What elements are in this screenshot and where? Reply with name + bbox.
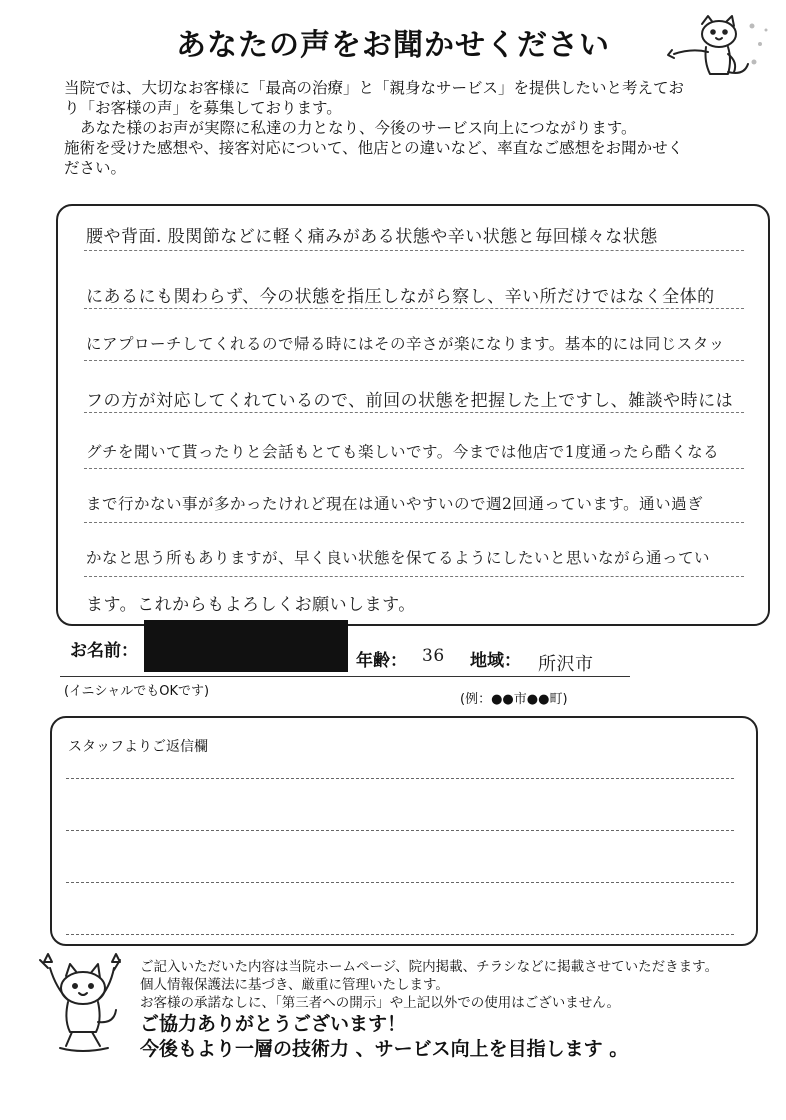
- handwritten-line: にアプローチしてくれるので帰る時にはその辛さが楽になります。基本的には同じスタッ: [86, 335, 725, 353]
- cat-illustration-top: [664, 14, 774, 84]
- region-value: 所沢市: [538, 654, 594, 675]
- name-note: (イニシャルでもOKです): [64, 684, 210, 699]
- dashed-rule: [84, 308, 744, 309]
- reply-rule: [66, 830, 734, 831]
- footer-notes: [140, 958, 780, 1012]
- intro-line: あなた様のお声が実際に私達の力となり、今後のサービス向上につながります。: [80, 119, 637, 137]
- intro-line: ださい。: [64, 159, 127, 177]
- cat-illustration-bottom: [30, 948, 134, 1058]
- reply-rule: [66, 778, 734, 779]
- region-label: 地域：: [470, 651, 521, 671]
- handwritten-line: かなと思う所もありますが、早く良い状態を保てるようにしたいと思いながら通ってい: [86, 549, 711, 567]
- handwritten-line: フの方が対応してくれているので、前回の状態を把握した上ですし、雑談や時には: [86, 391, 734, 411]
- footer-line: お客様の承諾なしに、「第三者への開示」や上記以外での使用はございません。: [140, 995, 621, 1011]
- handwritten-line: まで行かない事が多かったけれど現在は通いやすいので週2回通っています。通い過ぎ: [86, 495, 704, 513]
- intro-line: 施術を受けた感想や、接客対応について、他店との違いなど、率直なご感想をお聞かせく: [64, 139, 684, 157]
- intro-line: り「お客様の声」を募集しております。: [64, 99, 342, 117]
- dashed-rule: [84, 360, 744, 361]
- intro-line: 当院では、大切なお客様に「最高の治療」と「親身なサービス」を提供したいと考えてお: [64, 79, 685, 97]
- page-title: あなたの声をお聞かせください: [176, 28, 610, 63]
- dashed-rule: [84, 522, 744, 523]
- thanks-message: [140, 1012, 628, 1062]
- reply-rule: [66, 934, 734, 935]
- handwritten-line: グチを聞いて貰ったりと会話もとても楽しいです。今までは他店で1度通ったら酷くなる: [86, 443, 720, 461]
- reply-label: スタッフよりご返信欄: [68, 739, 208, 755]
- name-label: お名前：: [70, 641, 138, 661]
- region-example: (例：●●市●●町): [460, 692, 568, 707]
- age-value: 36: [422, 646, 445, 666]
- handwritten-line: にあるにも関わらず、今の状態を指圧しながら察し、辛い所だけではなく全体的: [86, 287, 715, 307]
- redacted-name: [144, 620, 348, 672]
- form-underline: [60, 676, 630, 677]
- footer-line: 個人情報保護法に基づき、厳重に管理いたします。: [140, 977, 449, 993]
- dashed-rule: [84, 468, 744, 469]
- reply-rule: [66, 882, 734, 883]
- handwritten-line: 腰や背面. 股関節などに軽く痛みがある状態や辛い状態と毎回様々な状態: [86, 227, 658, 247]
- handwritten-line: ます。これからもよろしくお願いします。: [86, 595, 416, 615]
- thanks-line: ご協力ありがとうございます！: [140, 1013, 407, 1035]
- dashed-rule: [84, 250, 744, 251]
- footer-line: ご記入いただいた内容は当院ホームページ、院内掲載、チラシなどに掲載させていただきます。: [140, 959, 719, 975]
- age-label: 年齢：: [356, 651, 407, 671]
- thanks-line: 今後もより一層の技術力 、サービス向上を目指します 。: [140, 1038, 629, 1060]
- intro-text: [64, 78, 776, 178]
- dashed-rule: [84, 412, 744, 413]
- dashed-rule: [84, 576, 744, 577]
